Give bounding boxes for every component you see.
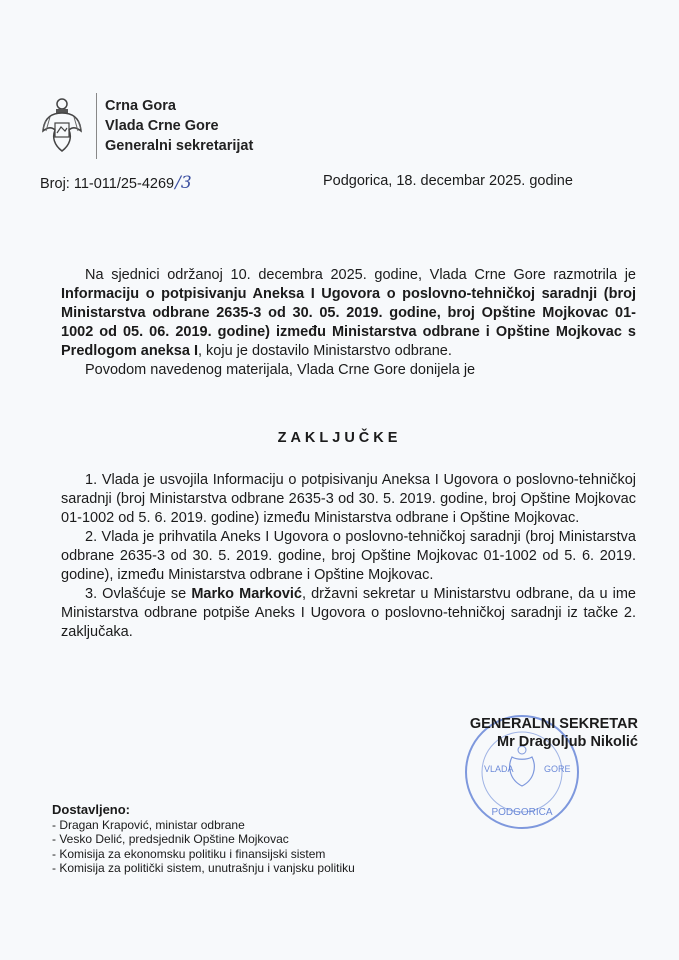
conclusions-title: ZAKLJUČKE — [277, 430, 402, 446]
distribution-item: - Komisija za politički sistem, unutrašnju i vanjsku politiku — [52, 861, 355, 875]
conclusion-3-end: , državni sekretar u Ministarstvu odbrane, da u ime Ministarstva odbrane potpiše Aneks I Ugovora o poslovno-tehničkoj saradnji iz tačke 2. zaključaka. — [61, 586, 636, 640]
intro-text: Na sjednici održanoj 10. decembra 2025. godine, Vlada Crne Gore razmotrila je — [85, 267, 636, 283]
reference-number-label: Broj: 11-011/25-4269 — [40, 176, 175, 192]
distribution-item: - Komisija za ekonomsku politiku i finansijski sistem — [52, 846, 326, 861]
conclusion-3-start: 3. Ovlašćuje se — [85, 586, 192, 602]
distribution-item: - Dragan Krapović, ministar odbrane — [52, 817, 245, 832]
svg-text:VLADA: VLADA — [484, 764, 514, 774]
header-divider — [96, 93, 97, 159]
intro-bold-subject: Informaciju o potpisivanju Aneksa I Ugovora o poslovno-tehničkoj saradnji (broj Ministarstva odbrane 2635-3 od 30. 05. 2019. godine, broj Opštine Mojkovac 01-1002 od 05. 06. 2019. godine) između Ministarstva odbrane i Opštine Mojkovac s Predlogom aneksa I — [61, 286, 636, 359]
distribution-title: Dostavljeno: — [52, 802, 131, 817]
signature-block — [418, 715, 638, 751]
signatory-name: Mr Dragoljub Nikolić — [497, 734, 638, 750]
authorized-person: Marko Marković — [191, 586, 302, 602]
letterhead — [40, 90, 253, 162]
government-name: Vlada Crne Gore — [105, 118, 219, 134]
handwritten-suffix: /3 — [175, 173, 192, 193]
coat-of-arms-icon — [40, 97, 84, 155]
intro-second-paragraph: Povodom navedenog materijala, Vlada Crne Gore donijela je — [85, 362, 476, 378]
intro-paragraph — [61, 266, 636, 361]
signatory-title: GENERALNI SEKRETAR — [469, 716, 638, 732]
svg-text:GORE: GORE — [544, 764, 571, 774]
intro-text-end: , koju je dostavilo Ministarstvo odbrane. — [198, 343, 452, 359]
svg-text:PODGORICA: PODGORICA — [491, 807, 553, 818]
conclusion-item-1: 1. Vlada je usvojila Informaciju o potpisivanju Aneksa I Ugovora o poslovno-tehničkoj saradnji (broj Ministarstva odbrane 2635-3 od 30. 5. 2019. godine, broj Opštine Mojkovac 01-1002 od 5. 6. 2019. godine) između Ministarstva odbrane i Opštine Mojkovac. — [61, 472, 636, 526]
distribution-list — [52, 803, 355, 876]
conclusion-item-3 — [61, 585, 636, 642]
reference-number — [40, 173, 192, 193]
organization-block — [105, 96, 253, 156]
department-name: Generalni sekretarijat — [105, 138, 254, 154]
distribution-item: - Vesko Delić, predsjednik Opštine Mojkovac — [52, 832, 289, 846]
country-name: Crna Gora — [105, 98, 176, 114]
conclusions-list — [61, 471, 636, 642]
intro-section — [61, 266, 636, 380]
conclusion-item-2: 2. Vlada je prihvatila Aneks I Ugovora o poslovno-tehničkoj saradnji (broj Ministarstva odbrane 2635-3 od 30. 5. 2019. godine, broj Opštine Mojkovac 01-1002 od 5. 6. 2019. godine), između Ministarstva odbrane i Opštine Mojkovac. — [61, 529, 636, 583]
place-date: Podgorica, 18. decembar 2025. godine — [323, 173, 573, 189]
